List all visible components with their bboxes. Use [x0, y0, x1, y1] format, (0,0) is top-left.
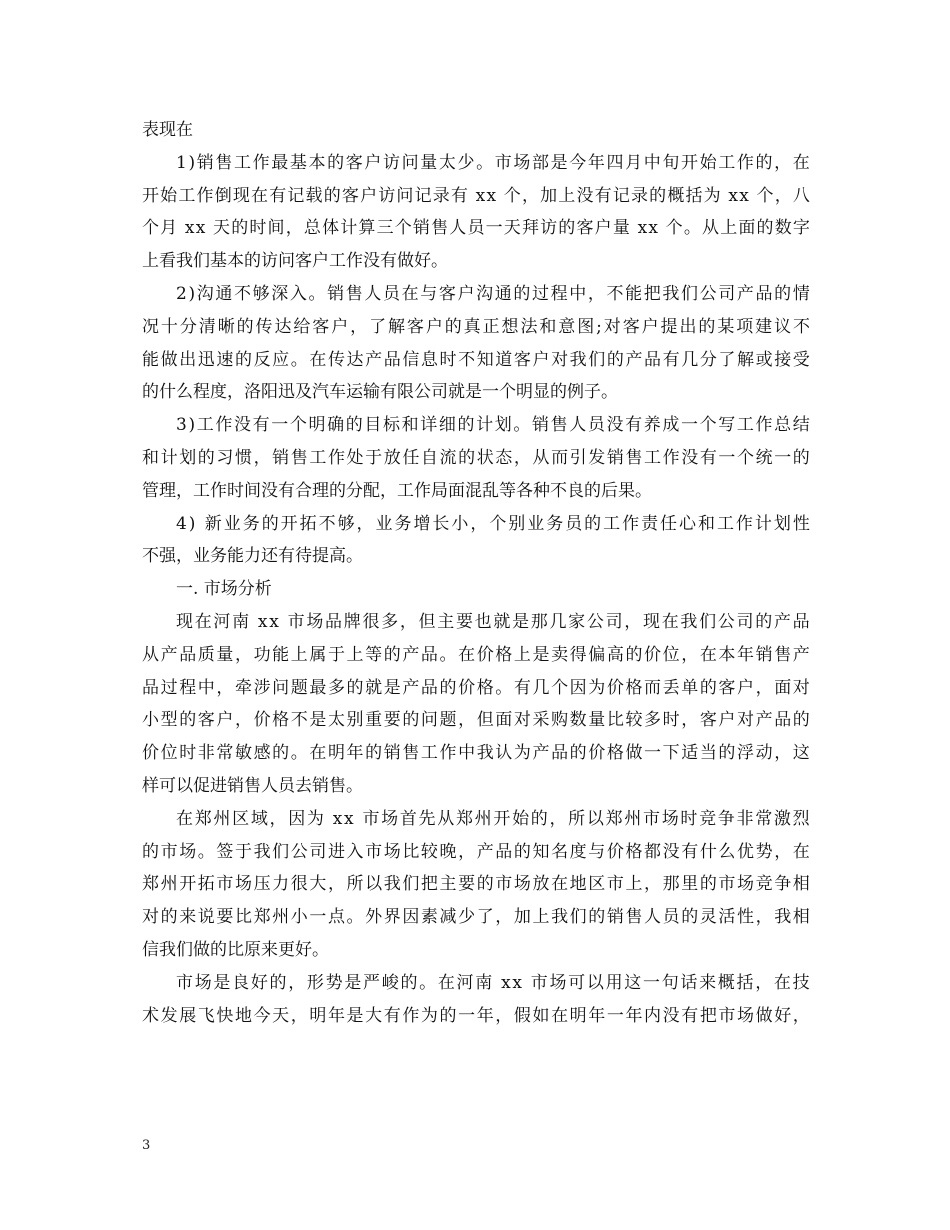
- text-line: 样可以促进销售人员去销售。: [142, 775, 363, 796]
- text-line: 价 位 时 非 常 敏 感 的 。 在 明 年 的 销 售 工 作 中 我 认 为 产 品 的 价 格 做 一 下 适 当 的 浮 动 ， 这: [142, 743, 810, 764]
- text-line: 开 始 工 作 倒 现 在 有 记 载 的 客 户 访 问 记 录 有 x x 个 ， 加 上 没 有 记 录 的 概 括 为 x x 个 ， 八: [142, 185, 810, 206]
- text-line: 上看我们基本的访问客户工作没有做好。: [142, 251, 448, 272]
- body-text: [142, 114, 810, 1032]
- text-line: 个 月 x x 天 的 时 间 ， 总 体 计 算 三 个 销 售 人 员 一 天 拜 访 的 客 户 量 x x 个 。 从 上 面 的 数 字: [142, 218, 810, 239]
- text-line: 信我们做的比原来更好。: [142, 939, 329, 960]
- text-line: 1 ) 销 售 工 作 最 基 本 的 客 户 访 问 量 太 少 。 市 场 部 是 今 年 四 月 中 旬 开 始 工 作 的 ， 在: [176, 152, 810, 173]
- text-line: 在 郑 州 区 域 ， 因 为 x x 市 场 首 先 从 郑 州 开 始 的 ， 所 以 郑 州 市 场 时 竞 争 非 常 激 烈: [176, 808, 810, 829]
- text-line: 的 市 场 。 签 于 我 们 公 司 进 入 市 场 比 较 晚 ， 产 品 的 知 名 度 与 价 格 都 没 有 什 么 优 势 ， 在: [142, 841, 810, 862]
- text-line: 从 产 品 质 量 ， 功 能 上 属 于 上 等 的 产 品 。 在 价 格 上 是 卖 得 偏 高 的 价 位 ， 在 本 年 销 售 产: [142, 644, 810, 665]
- text-line: 术 发 展 飞 快 地 今 天 ， 明 年 是 大 有 作 为 的 一 年 ， 假 如 在 明 年 一 年 内 没 有 把 市 场 做 好 ，: [142, 1005, 810, 1026]
- text-line: 不强，业务能力还有待提高。: [142, 546, 363, 567]
- text-line: 4 ) 新 业 务 的 开 拓 不 够 ， 业 务 增 长 小 ， 个 别 业 务 员 的 工 作 责 任 心 和 工 作 计 划 性: [176, 513, 810, 534]
- text-line: 况 十 分 清 晰 的 传 达 给 客 户 ， 了 解 客 户 的 真 正 想 法 和 意 图 ; 对 客 户 提 出 的 某 项 建 议 不: [142, 316, 810, 337]
- text-line: 管理，工作时间没有合理的分配，工作局面混乱等各种不良的后果。: [142, 480, 652, 501]
- text-line: 市 场 是 良 好 的 ， 形 势 是 严 峻 的 。 在 河 南 x x 市 场 可 以 用 这 一 句 话 来 概 括 ， 在 技: [176, 972, 810, 993]
- text-line: 3 ) 工 作 没 有 一 个 明 确 的 目 标 和 详 细 的 计 划 。 销 售 人 员 没 有 养 成 一 个 写 工 作 总 结: [176, 415, 810, 436]
- text-line: 对 的 来 说 要 比 郑 州 小 一 点 。 外 界 因 素 减 少 了 ， 加 上 我 们 的 销 售 人 员 的 灵 活 性 ， 我 相: [142, 907, 810, 928]
- text-line: 郑 州 开 拓 市 场 压 力 很 大 ， 所 以 我 们 把 主 要 的 市 场 放 在 地 区 市 上 ， 那 里 的 市 场 竞 争 相: [142, 874, 810, 895]
- text-line: 能 做 出 迅 速 的 反 应 。 在 传 达 产 品 信 息 时 不 知 道 客 户 对 我 们 的 产 品 有 几 分 了 解 或 接 受: [142, 349, 810, 370]
- text-line: 品 过 程 中 ， 牵 涉 问 题 最 多 的 就 是 产 品 的 价 格 。 有 几 个 因 为 价 格 而 丢 单 的 客 户 ， 面 对: [142, 677, 810, 698]
- text-line: 2 ) 沟 通 不 够 深 入 。 销 售 人 员 在 与 客 户 沟 通 的 过 程 中 ， 不 能 把 我 们 公 司 产 品 的 情: [176, 283, 810, 304]
- text-line: 和 计 划 的 习 惯 ， 销 售 工 作 处 于 放 任 自 流 的 状 态 ， 从 而 引 发 销 售 工 作 没 有 一 个 统 一 的: [142, 447, 810, 468]
- page-number: 3: [142, 1138, 151, 1153]
- text-line: 的什么程度，洛阳迅及汽车运输有限公司就是一个明显的例子。: [142, 382, 618, 403]
- text-line: 现 在 河 南 x x 市 场 品 牌 很 多 ， 但 主 要 也 就 是 那 几 家 公 司 ， 现 在 我 们 公 司 的 产 品: [176, 611, 810, 632]
- text-line: 表现在: [142, 120, 193, 140]
- text-line: 一. 市场分析: [176, 579, 272, 600]
- text-line: 小 型 的 客 户 ， 价 格 不 是 太 别 重 要 的 问 题 ， 但 面 对 采 购 数 量 比 较 多 时 ， 客 户 对 产 品 的: [142, 710, 810, 731]
